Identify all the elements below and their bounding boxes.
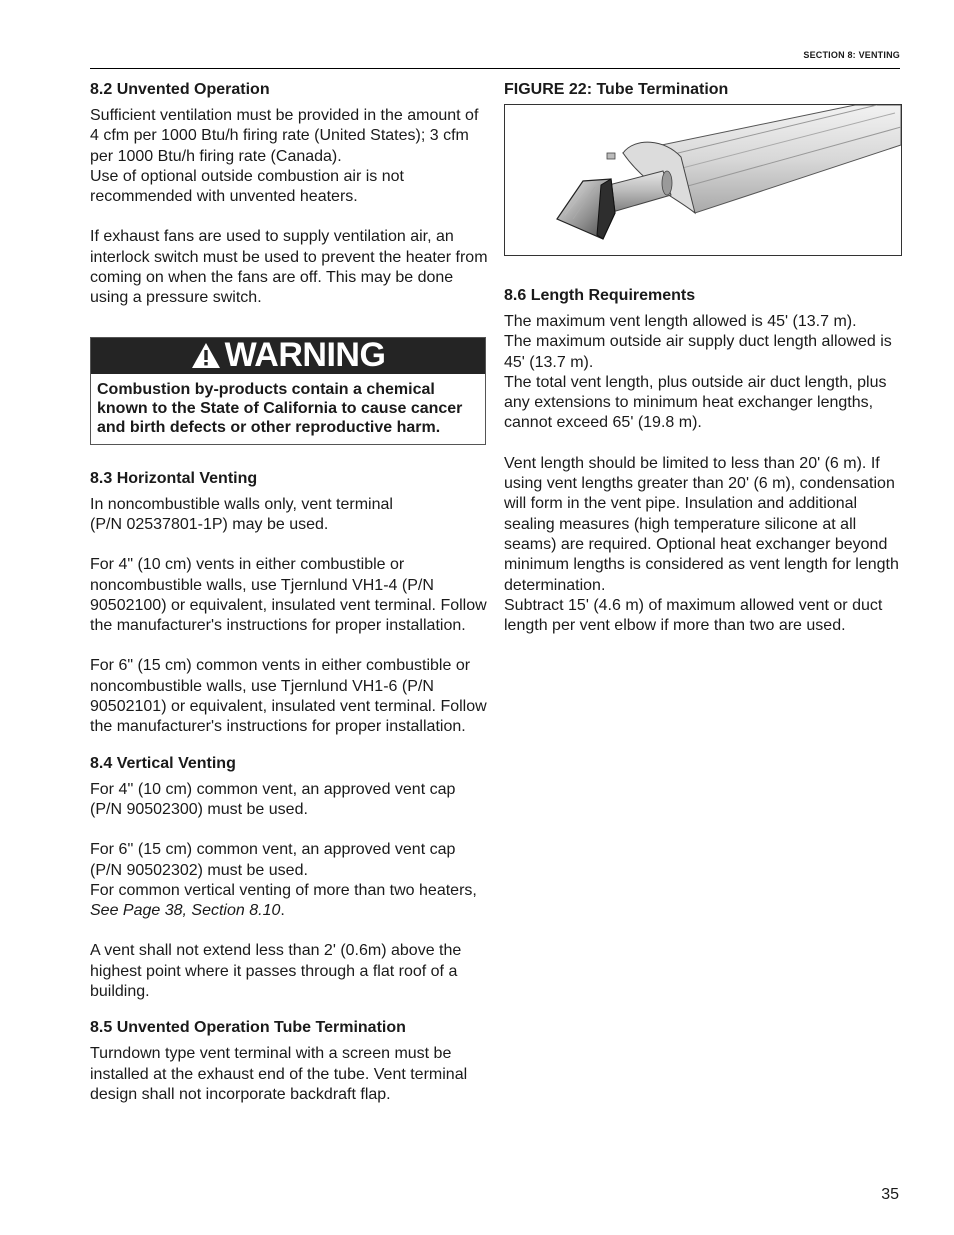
section-8-4-p4: A vent shall not extend less than 2' (0.6m) above the highest point where it passes through a flat roof of a building.: [90, 942, 462, 1001]
section-8-6-p3: The total vent length, plus outside air duct length, plus any extensions to minimum heat exchanger lengths, cannot exceed 65' (19.8 m).: [504, 373, 887, 432]
section-8-6-p2: The maximum outside air supply duct length allowed is 45' (13.7 m).: [504, 333, 892, 371]
section-8-4-p1: For 4'' (10 cm) common vent, an approved vent cap (P/N 90502300) must be used.: [90, 780, 456, 818]
section-8-2-p2: Use of optional outside combustion air is not recommended with unvented heaters.: [90, 167, 404, 206]
section-8-6-p1: The maximum vent length allowed is 45' (13.7 m).: [504, 313, 857, 330]
section-8-5-title: 8.5 Unvented Operation Tube Termination: [90, 1019, 406, 1037]
section-8-6-title: 8.6 Length Requirements: [504, 287, 696, 304]
section-8-4-title: 8.4 Vertical Venting: [90, 754, 236, 772]
page-number: 35: [881, 1186, 899, 1203]
section-8-10-reference: See Page 38, Section 8.10: [90, 902, 281, 920]
section-8-4-p3-lead: For common vertical venting of more than two heaters,: [90, 881, 477, 899]
section-8-3-p1b: (P/N 02537801-1P) may be used.: [90, 515, 329, 533]
section-8-3-title: 8.3 Horizontal Venting: [90, 469, 258, 487]
section-8-4-p3-end: .: [280, 902, 285, 920]
warning-title: WARNING: [224, 336, 386, 375]
warning-header: [91, 338, 485, 374]
warning-triangle-icon: [191, 342, 221, 369]
left-column: [90, 80, 490, 1105]
section-8-3-p3: For 6" (15 cm) common vents in either combustible or noncombustible walls, use Tjernlund VH1-6 (P/N 90502101) or equivalent, insulated vent terminal. Follow the manufacturer's instructions for proper installation.: [90, 657, 487, 736]
section-8-2-p3: If exhaust fans are used to supply ventilation air, an interlock switch must be used to prevent the heater from coming on when the fans are off. This may be done using a pressure switch.: [90, 228, 488, 307]
section-8-6-p5: Subtract 15' (4.6 m) of maximum allowed vent or duct length per vent elbow if more than two are used.: [504, 596, 883, 635]
section-8-4-p3: [90, 881, 490, 922]
section-8-2-p1: Sufficient ventilation must be provided in the amount of 4 cfm per 1000 Btu/h firing rate (United States); 3 cfm per 1000 Btu/h firing rate (Canada).: [90, 107, 479, 165]
right-column: [504, 80, 904, 636]
tube-termination-illustration: [505, 105, 901, 255]
section-8-3-p1a: In noncombustible walls only, vent terminal: [90, 495, 393, 513]
warning-body: Combustion by-products contain a chemical known to the State of California to cause cancer and birth defects or other reproductive harm.: [97, 380, 463, 436]
section-8-4-p2: For 6'' (15 cm) common vent, an approved vent cap (P/N 90502302) must be used.: [90, 841, 456, 879]
section-header-text: SECTION 8: VENTING: [803, 50, 900, 60]
section-8-6-p4: Vent length should be limited to less than 20' (6 m). If using vent lengths greater than 20' (6 m), condensation will form in the vent pipe. Insulation and additional sealing measures (high temperature silicone at all seams) are required. Optional heat exchanger beyond minimum lengths is considered as vent length for length determination.: [504, 454, 899, 594]
figure-22-tube-termination: [504, 104, 902, 256]
warning-box: [90, 337, 486, 445]
section-8-5-p1: Turndown type vent terminal with a screen must be installed at the exhaust end of the tube. Vent terminal design shall not incorporate backdraft flap.: [90, 1045, 468, 1103]
figure-22-title: FIGURE 22: Tube Termination: [504, 81, 729, 98]
section-8-3-p2: For 4" (10 cm) vents in either combustible or noncombustible walls, use Tjernlund VH1-4 (P/N 90502100) or equivalent, insulated vent terminal. Follow the manufacturer's instructions for proper installation.: [90, 556, 487, 635]
section-header: [90, 50, 900, 69]
section-8-2-title: 8.2 Unvented Operation: [90, 81, 270, 98]
